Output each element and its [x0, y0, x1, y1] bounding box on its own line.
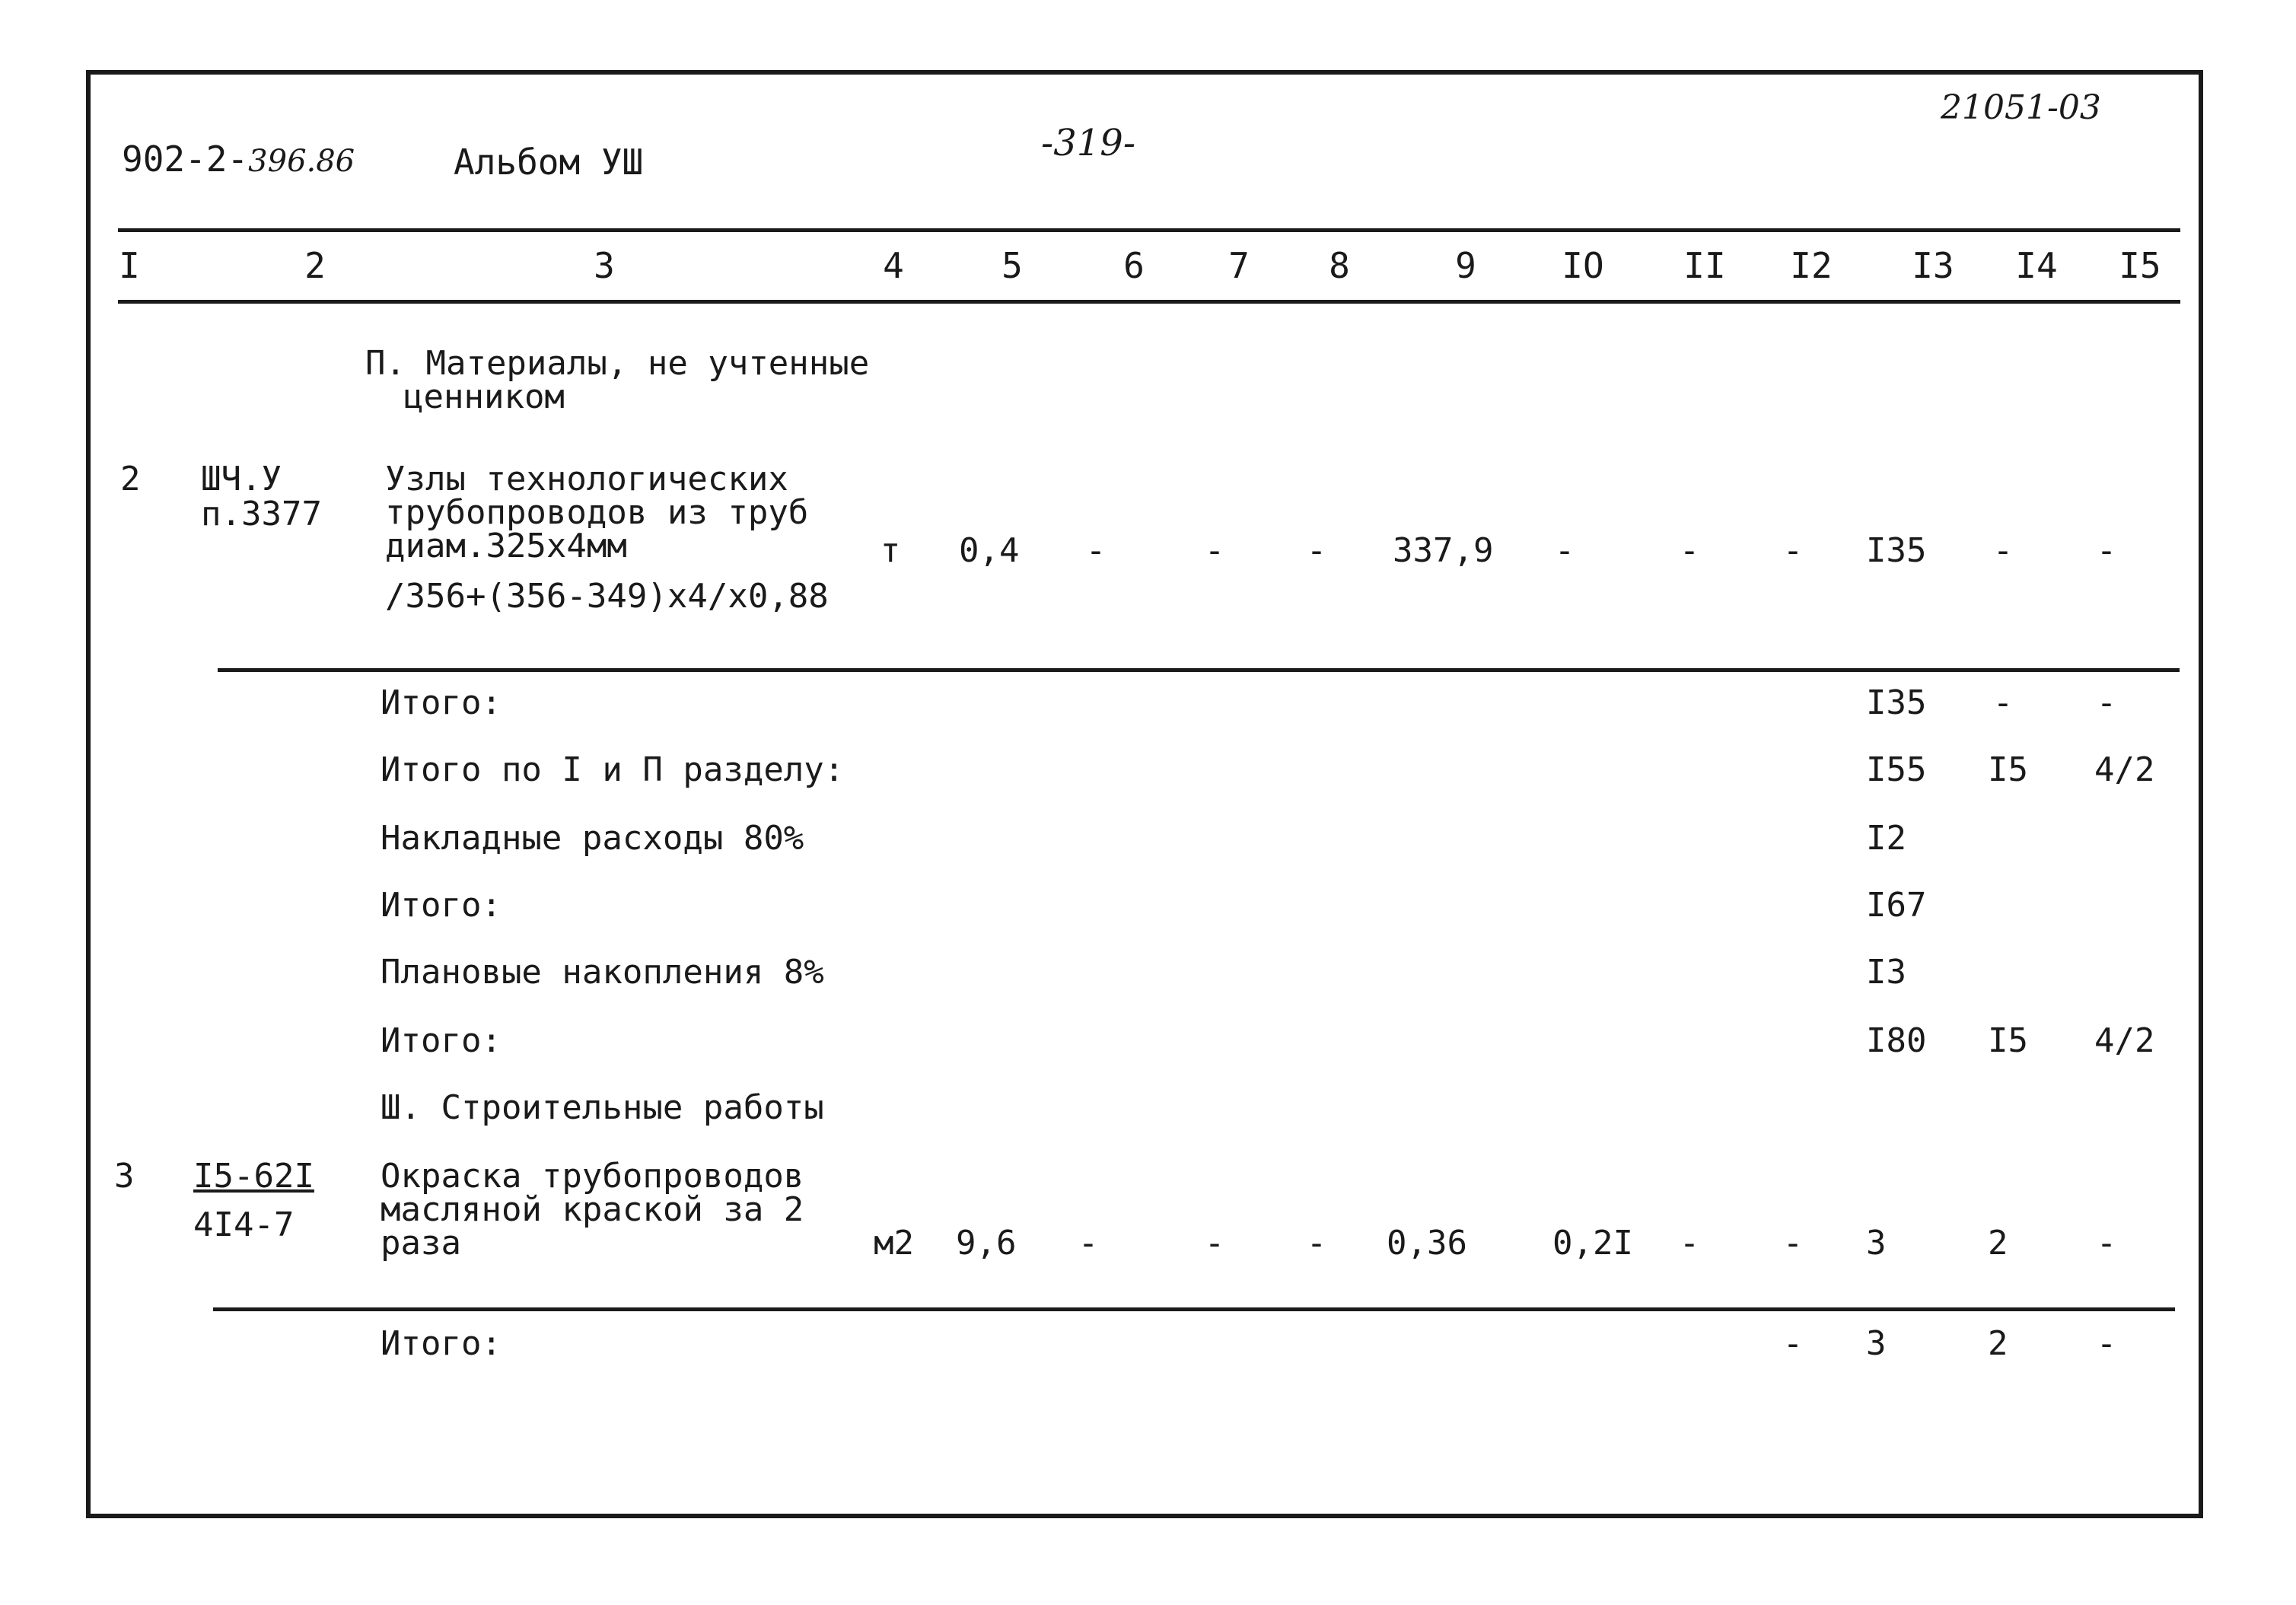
col-header-8: 8: [1329, 245, 1350, 286]
col-header-9: 9: [1455, 245, 1476, 286]
item2-desc-line2: трубопроводов из труб: [385, 493, 809, 532]
col-header-13: I3: [1912, 245, 1954, 286]
item2-unit: т: [880, 531, 901, 570]
total-row-6-col15: 4/2: [2094, 1021, 2155, 1060]
final-total-label: Итого:: [381, 1324, 502, 1363]
col-header-6: 6: [1123, 245, 1145, 286]
item3-col15: -: [2096, 1224, 2117, 1263]
col-header-10: IO: [1562, 245, 1604, 286]
item2-col14: -: [1992, 531, 2014, 570]
doc-code-prefix: 902-2-: [122, 139, 249, 180]
total-row-5-col13: I3: [1866, 953, 1906, 992]
totals-rule: [218, 668, 2180, 672]
item2-col10: -: [1554, 531, 1575, 570]
item2-col15: -: [2096, 531, 2117, 570]
total-row-3-col13: I2: [1866, 819, 1906, 858]
item3-col10: 0,2I: [1552, 1224, 1633, 1263]
final-total-col15: -: [2096, 1324, 2117, 1363]
final-total-col13: 3: [1866, 1324, 1887, 1363]
item3-col12: -: [1782, 1224, 1804, 1263]
col-header-3: 3: [594, 245, 615, 286]
total-row-6-col14: I5: [1988, 1021, 2028, 1060]
final-total-rule: [213, 1307, 2175, 1311]
item3-col14: 2: [1988, 1224, 2008, 1263]
col-header-4: 4: [883, 245, 904, 286]
item2-col8: -: [1306, 531, 1327, 570]
col-header-5: 5: [1002, 245, 1023, 286]
item3-col13: 3: [1866, 1224, 1887, 1263]
total-row-3-label: Накладные расходы 80%: [381, 819, 804, 858]
total-row-4-label: Итого:: [381, 886, 502, 925]
total-row-1-col15: -: [2096, 683, 2117, 722]
total-row-1-col13: I35: [1866, 683, 1927, 722]
total-row-2-col13: I55: [1866, 750, 1927, 789]
total-row-1-label: Итого:: [381, 683, 502, 722]
col-header-12: I2: [1790, 245, 1833, 286]
item3-code-line2: 4I4-7: [193, 1205, 295, 1244]
item2-desc-line1: Узлы технологических: [385, 460, 788, 498]
item2-col7: -: [1204, 531, 1225, 570]
total-row-5-label: Плановые накопления 8%: [381, 953, 824, 992]
col-header-14: I4: [2015, 245, 2058, 286]
item3-col9: 0,36: [1387, 1224, 1467, 1263]
item3-unit: м2: [874, 1224, 914, 1263]
item2-col11: -: [1679, 531, 1700, 570]
item3-number: 3: [114, 1157, 135, 1196]
item2-code-line1: ШЧ.У: [201, 460, 282, 498]
header-rule-bottom: [118, 300, 2180, 304]
item2-col5: 0,4: [959, 531, 1020, 570]
item3-col8: -: [1306, 1224, 1327, 1263]
section2-title-line1: П. Материалы, не учтенные: [365, 344, 870, 383]
section3-title: Ш. Строительные работы: [381, 1088, 824, 1127]
total-row-6-col13: I80: [1866, 1021, 1927, 1060]
total-row-6-label: Итого:: [381, 1021, 502, 1060]
item3-col6: -: [1078, 1224, 1099, 1263]
item3-col11: -: [1679, 1224, 1700, 1263]
album-label: Альбом УШ: [454, 142, 644, 183]
col-header-11: II: [1683, 245, 1726, 286]
item3-desc-line3: раза: [381, 1224, 461, 1263]
archive-number: 21051-03: [1941, 88, 2101, 127]
item2-number: 2: [120, 460, 141, 498]
total-row-4-col13: I67: [1866, 886, 1927, 925]
item2-col9: 337,9: [1393, 531, 1494, 570]
col-header-15: I5: [2119, 245, 2161, 286]
total-row-1-col14: -: [1992, 683, 2014, 722]
item3-col7: -: [1204, 1224, 1225, 1263]
header-rule-top: [118, 228, 2180, 232]
item2-col6: -: [1085, 531, 1107, 570]
col-header-1: I: [119, 245, 140, 286]
item3-desc-line2: масляной краской за 2: [381, 1190, 804, 1229]
col-header-2: 2: [304, 245, 326, 286]
final-total-col14: 2: [1988, 1324, 2008, 1363]
item3-col5: 9,6: [956, 1224, 1017, 1263]
item3-desc-line1: Окраска трубопроводов: [381, 1157, 804, 1196]
page-frame: [86, 70, 2203, 1518]
item2-col13: I35: [1866, 531, 1927, 570]
item3-code-line1: I5-62I: [193, 1157, 314, 1196]
item2-col12: -: [1782, 531, 1804, 570]
col-header-7: 7: [1228, 245, 1250, 286]
total-row-2-label: Итого по I и П разделу:: [381, 750, 845, 789]
item2-code-line2: п.3377: [201, 495, 322, 533]
total-row-2-col15: 4/2: [2094, 750, 2155, 789]
item2-desc-line4: /356+(356-349)х4/х0,88: [385, 577, 829, 616]
final-total-col12: -: [1782, 1324, 1804, 1363]
section2-title-line2: ценником: [403, 377, 565, 416]
document-code: [122, 139, 355, 180]
item2-desc-line3: диам.325х4мм: [385, 527, 627, 565]
page-number: -319-: [1041, 122, 1136, 164]
total-row-2-col14: I5: [1988, 750, 2028, 789]
doc-code-handwritten: 396.86: [248, 144, 355, 179]
